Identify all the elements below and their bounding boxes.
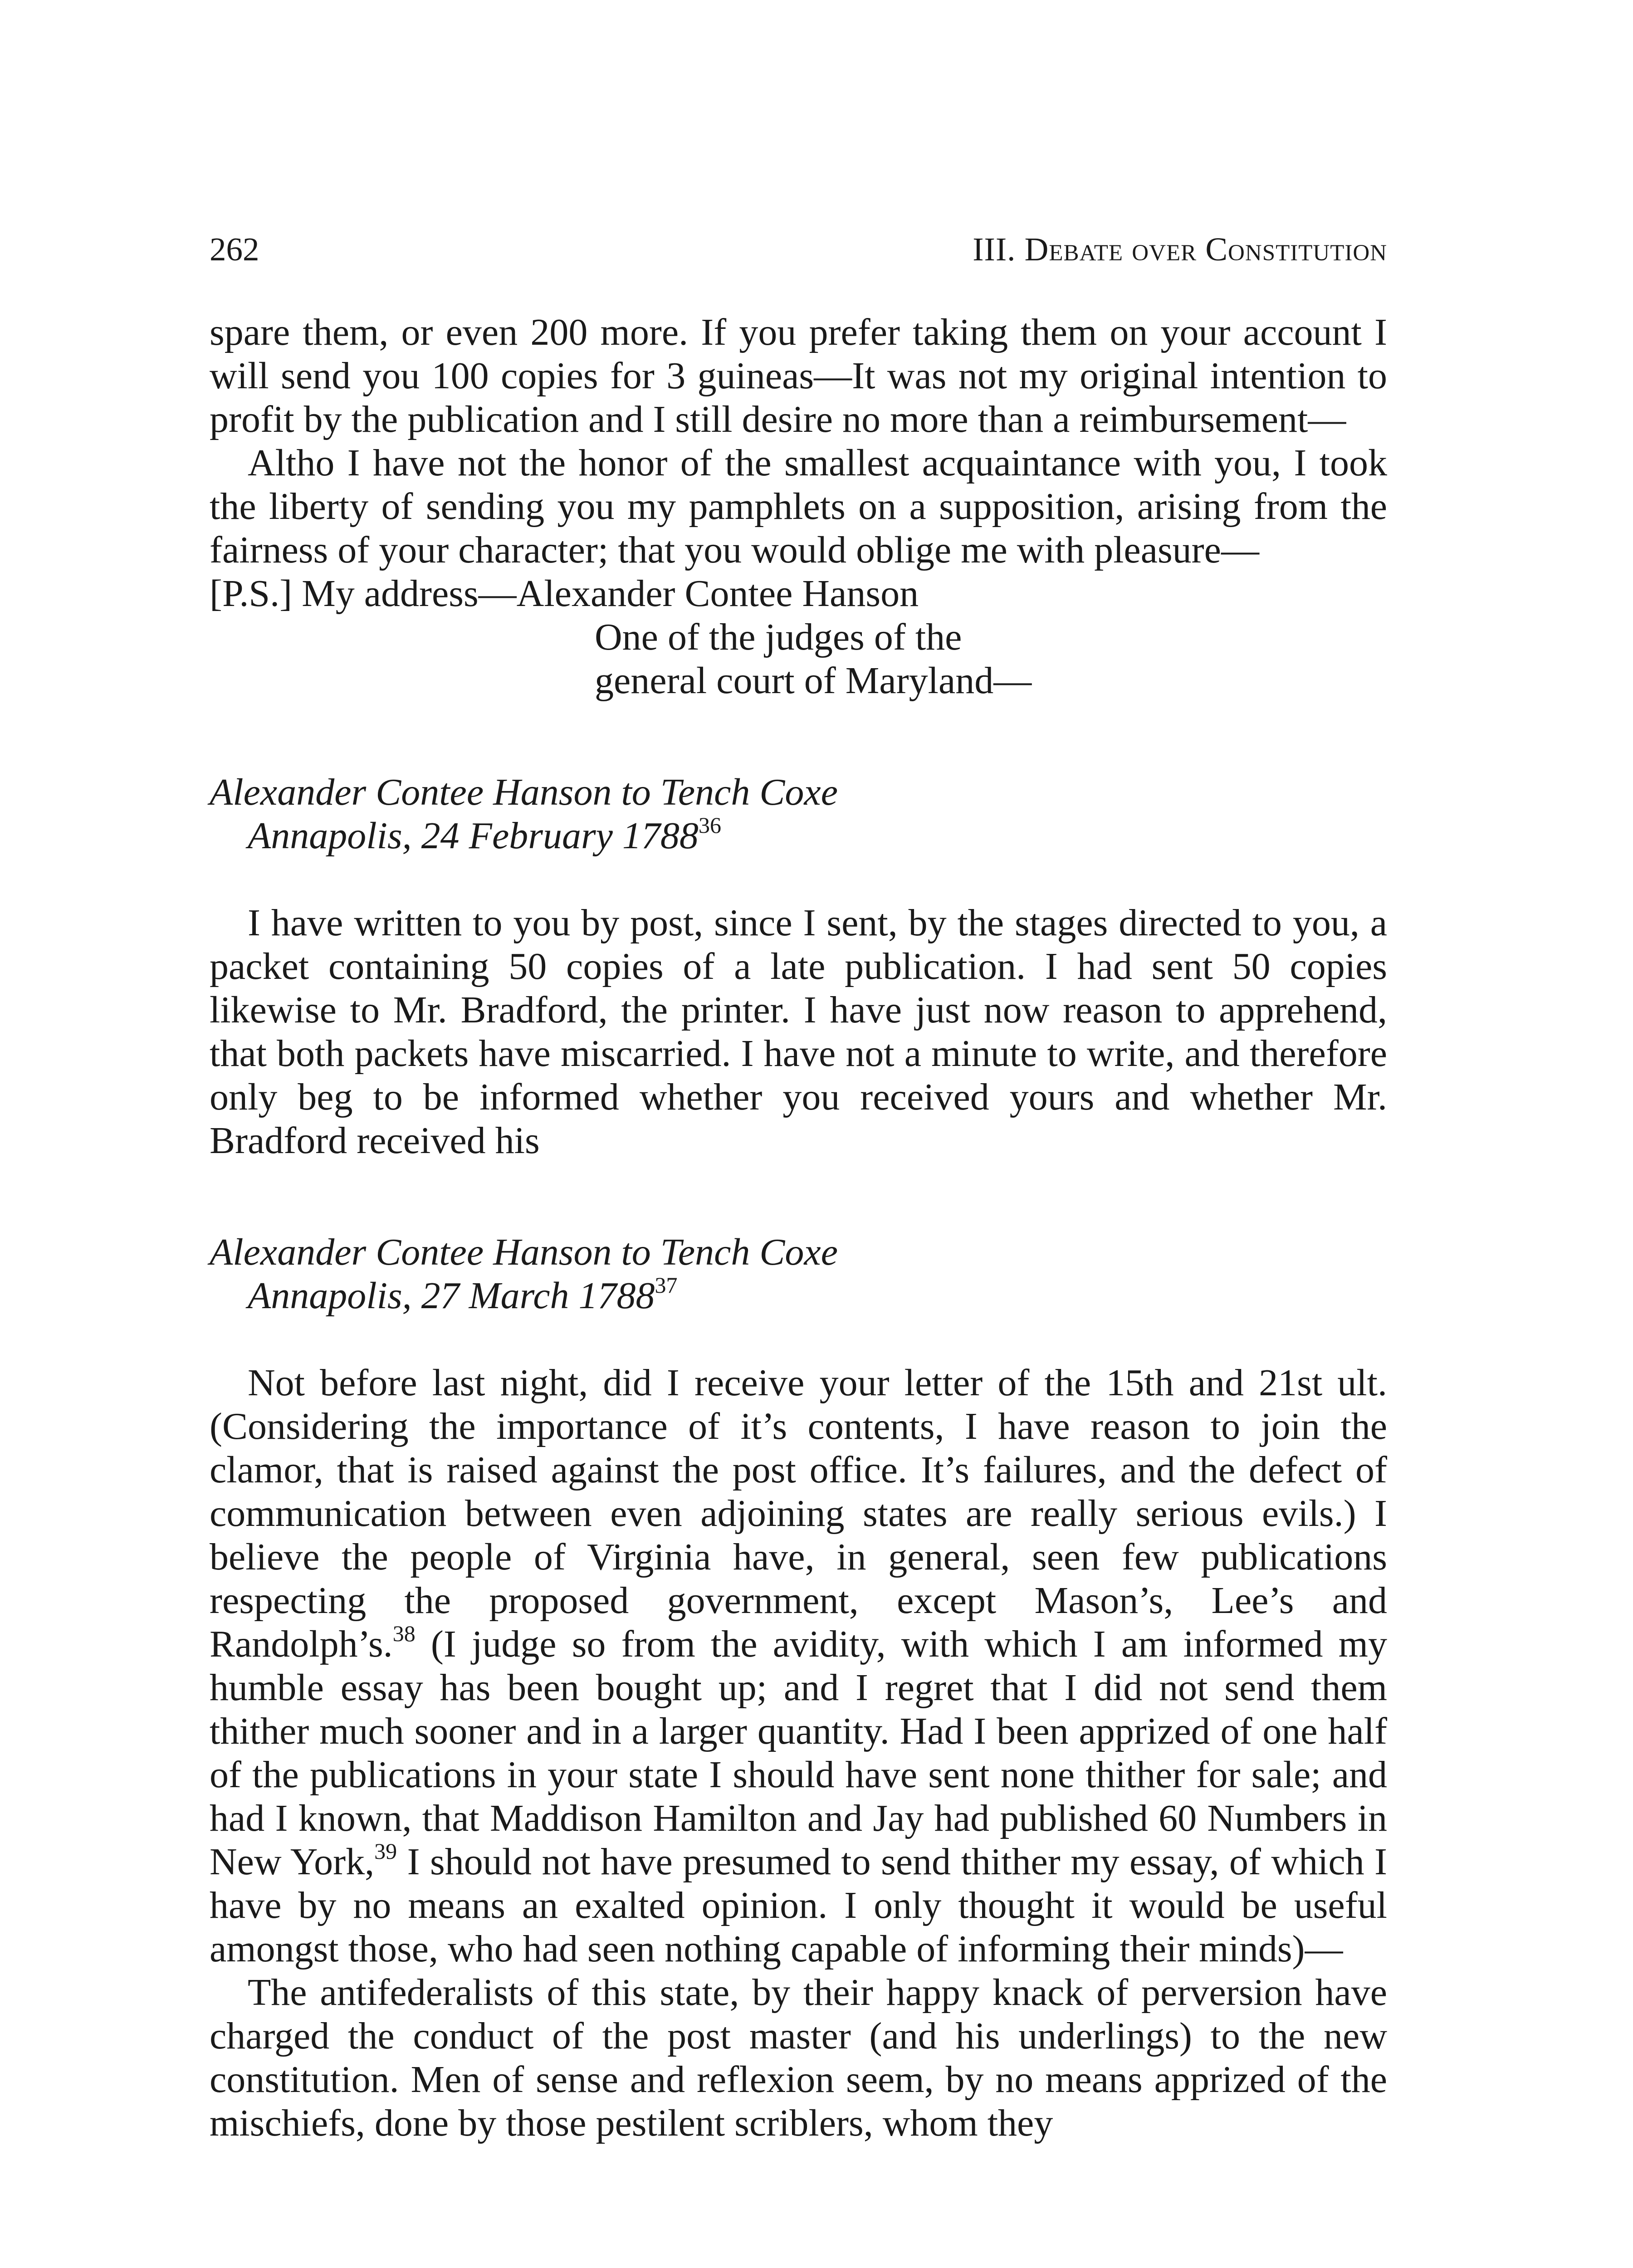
footnote-ref: 36 (698, 812, 721, 838)
section-spacer (210, 1163, 1387, 1231)
dateline-text: Annapolis, 24 February 1788 (248, 815, 699, 857)
address-line: general court of Maryland— (595, 660, 1032, 702)
paragraph-text: Not before last night, did I receive your letter of the 15th and 21st ult. (Considering the importance of it’s contents, I have reason to join the clamor, that is raised against the post office. It’s failures, and the defect of communication between even adjoining states are really serious evils.) I believe the people of Virginia have, in general, seen few publications respecting the proposed government, except Mason’s, Lee’s and Randolph’s. (210, 1362, 1387, 1665)
postscript-line: [P.S.] My address—Alexander Contee Hanson (210, 572, 919, 615)
continuation-paragraph: spare them, or even 200 more. If you prefer taking them on your account I will send you 100 copies for 3 guineas—It was not my original intention to profit by the publication and I still desire no more than a reimbursement— (210, 311, 1387, 440)
paragraph-text: (I judge so from the avidity, with which I am informed my humble essay has been bought up; and I regret that I did not send them thither much sooner and in a larger quantity. Had I been apprized of one half of the publications in your state I should have sent none thither for sale; and had I known, that Maddison Hamilton and Jay had published 60 Numbers in New York, (210, 1623, 1387, 1883)
section-spacer (210, 858, 1387, 901)
footnote-ref: 38 (392, 1621, 416, 1646)
postscript-address (210, 572, 1387, 703)
continuation-paragraph: Altho I have not the honor of the smallest acquaintance with you, I took the liberty of sending you my pamphlets on a supposition, arising from the fairness of your character; that you would oblige me with pleasure— (210, 442, 1387, 571)
letter-paragraph (210, 1361, 1387, 1971)
letter-heading (210, 771, 1387, 858)
letter-title: Alexander Contee Hanson to Tench Coxe (210, 771, 838, 813)
section-spacer (210, 703, 1387, 771)
footnote-ref: 39 (374, 1838, 397, 1864)
letter-dateline (210, 1274, 1387, 1318)
footnote-ref: 37 (655, 1272, 678, 1298)
section-spacer (210, 1318, 1387, 1361)
dateline-text: Annapolis, 27 March 1788 (248, 1275, 655, 1317)
address-line: One of the judges of the (595, 616, 962, 658)
letter-dateline (210, 814, 1387, 858)
page-body (210, 311, 1387, 2145)
letter-heading (210, 1231, 1387, 1318)
letter-paragraph: I have written to you by post, since I sent, by the stages directed to you, a packet containing 50 copies of a late publication. I had sent 50 copies likewise to Mr. Bradford, the printer. I have just now reason to apprehend, that both packets have miscarried. I have not a minute to write, and therefore only beg to be informed whether you received yours and whether Mr. Bradford received his (210, 902, 1387, 1162)
letter-paragraph: The antifederalists of this state, by their happy knack of perversion have charged the conduct of the post master (and his underlings) to the new constitution. Men of sense and reflexion seem, by no means apprized of the mischiefs, done by those pestilent scriblers, whom they (210, 1971, 1387, 2144)
letter-title: Alexander Contee Hanson to Tench Coxe (210, 1231, 838, 1273)
running-head: III. Debate over Constitution (973, 231, 1387, 268)
paragraph-text: I should not have presumed to send thither my essay, of which I have by no means an exalted opinion. I only thought it would be useful amongst those, who had seen nothing capable of informing their minds)— (210, 1841, 1388, 1970)
page-number: 262 (210, 231, 259, 268)
